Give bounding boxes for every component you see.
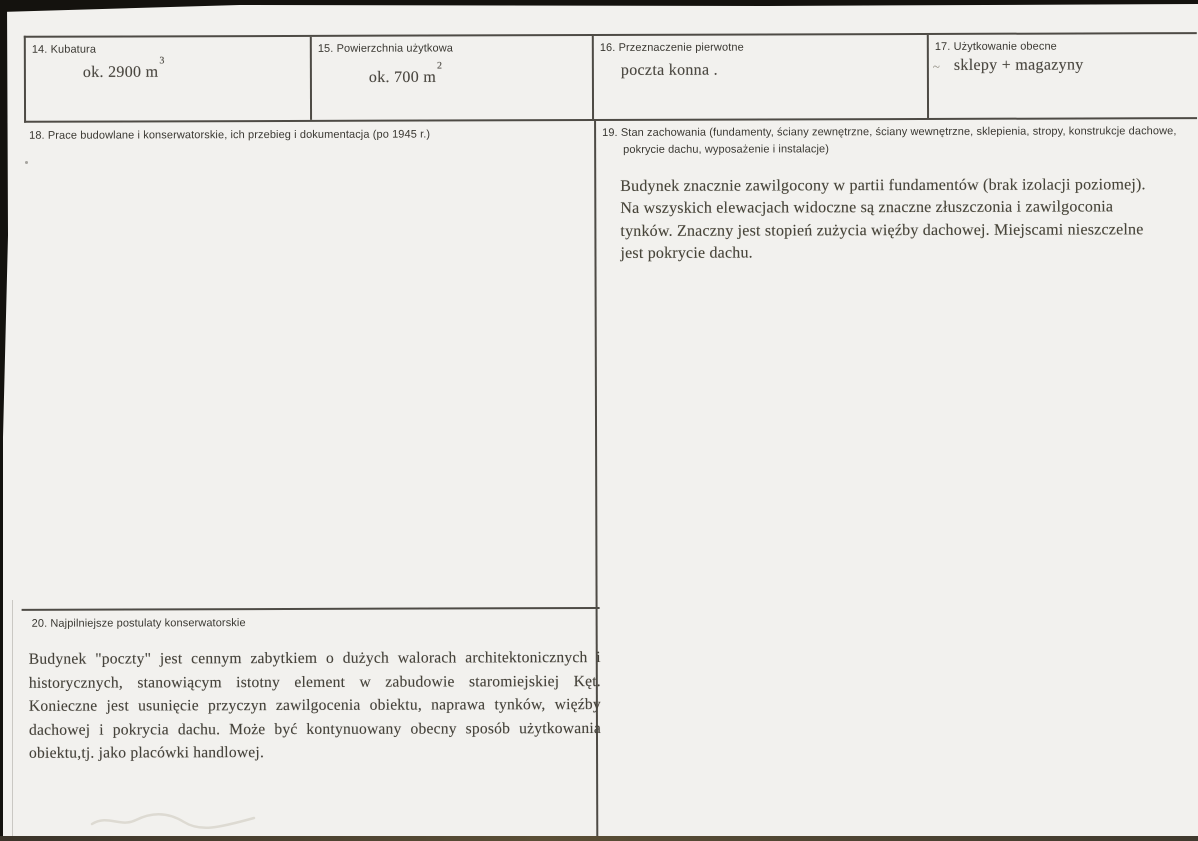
field-20-text [29, 646, 601, 766]
field-15-value-base: ok. 700 m [368, 68, 437, 87]
field-20-label: 20. Najpilniejsze postulaty konserwatorskie [31, 617, 246, 630]
field-19-text-line: Budynek znacznie zawilgocony w partii fundamentów (brak izolacji poziomej). [620, 176, 1146, 195]
field-14-value-base: ok. 2900 m [82, 63, 159, 81]
form-top-row [24, 32, 1197, 123]
field-17-label: 17. Użytkowanie obecne [934, 40, 1057, 53]
paper-fold-shadow [12, 600, 13, 841]
field-15-value [368, 60, 443, 87]
field-19-text-line: tynków. Znaczny jest stopień zużycia więźby dachowej. Miejscami nieszczelne [620, 221, 1144, 240]
field-20-text-line: dachowej i pokrycia dachu. Może być kontynuowany obecny sposób użytkowania [28, 719, 601, 739]
field-14-value [82, 55, 165, 82]
field-18-label: 18. Prace budowlane i konserwatorskie, ich przebieg i dokumentacja (po 1945 r.) [29, 128, 431, 142]
field-18-prace-budowlane [24, 121, 596, 609]
field-17-value: sklepy + magazyny [953, 56, 1084, 74]
scan-speck [25, 161, 28, 164]
field-17-uzytkowanie [929, 34, 1197, 118]
field-19-text-line: jest pokrycie dachu. [620, 244, 753, 263]
field-15-label: 15. Powierzchnia użytkowa [317, 42, 454, 55]
field-19-stan-zachowania [596, 117, 1198, 836]
field-19-label: 19. Stan zachowania (fundamenty, ściany zewnętrzne, ściany wewnętrzne, sklepienia, stropy, konstrukcje dachowe, pokrycie dachu, wyposażenie i instalacje) [602, 125, 1177, 156]
field-20-text-line: historycznych, stanowiącym istotny element w zabudowie staromiejskiej Kęt. [28, 672, 601, 692]
field-14-kubatura [26, 37, 312, 121]
stray-scan-mark: ~ [932, 58, 940, 74]
field-20-text-line: Konieczne jest usunięcie przyczyn zawilgocenia obiektu, naprawa tynków, więźby [28, 696, 601, 715]
field-16-label: 16. Przeznaczenie pierwotne [599, 41, 744, 54]
scan-edge-bottom [0, 836, 1198, 841]
field-15-powierzchnia [312, 36, 594, 120]
field-20-text-line: obiektu,tj. jako placówki handlowej. [29, 744, 265, 763]
field-20-text-line: Budynek "poczty" jest cennym zabytkiem o dużych walorach architektonicznych i [28, 648, 601, 668]
field-14-label: 14. Kubatura [31, 43, 97, 56]
field-19-text-line: Na wszyskich elewacjach widoczne są znaczne złuszczonia i zawilgoconia [620, 198, 1114, 218]
field-16-przeznaczenie [594, 35, 929, 119]
field-14-value-superscript: 3 [159, 55, 165, 67]
field-19-text [620, 174, 1146, 265]
pencil-squiggle-icon [88, 804, 258, 834]
faint-pencil-mark [88, 804, 258, 839]
field-15-value-superscript: 2 [437, 60, 443, 72]
field-16-value: poczta konna . [620, 61, 718, 79]
